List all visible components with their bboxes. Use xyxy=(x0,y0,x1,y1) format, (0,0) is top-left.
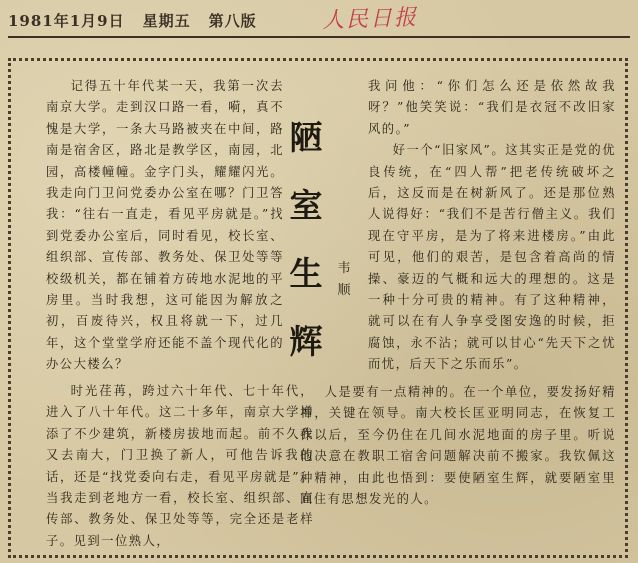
title-char: 生 xyxy=(289,254,323,293)
paragraph: 好一个“旧家风”。这其实正是党的优良传统，在“四人帮”把老传统破坏之后，这反而是在树新风了。还是那位熟人说得好：“我们不是苦行僧主义。我们现在守平房，是为了将来进楼房。”由此可见，他们的艰苦，是包含着高尚的情操、豪迈的气概和远大的理想的。这是一种十分可贵的精神。有了这种精神，就可以在有人争享受图安逸的时候，拒腐蚀，永不沾；就可以甘心“先天下之忧而忧，后天下之乐而乐”。 xyxy=(368,143,616,372)
article-title xyxy=(286,104,326,376)
masthead xyxy=(8,6,628,34)
issue-date: 1981年1月9日 xyxy=(8,11,125,30)
masthead-rule xyxy=(8,36,630,38)
article-author xyxy=(336,258,352,302)
title-char: 室 xyxy=(289,186,323,225)
page-number: 第八版 xyxy=(208,11,257,30)
article-column-4 xyxy=(300,382,616,510)
paragraph: 我问他：“你们怎么还是依然故我呀？”他笑笑说：“我们是衣冠不改旧家风的。” xyxy=(368,79,616,136)
handwritten-source-note: 人民日报 xyxy=(321,5,419,34)
author-char: 韦 xyxy=(337,261,351,276)
article-column-3 xyxy=(368,76,616,376)
title-char: 辉 xyxy=(289,322,323,361)
article-column-1 xyxy=(46,76,284,376)
title-char: 陋 xyxy=(289,118,323,157)
paragraph: 人是要有一点精神的。在一个单位，要发扬好精神，关键在领导。南大校长匡亚明同志，在恢复工作以后，至今仍住在几间水泥地面的房子里。听说他决意在教职工宿舍问题解决前不搬家。我钦佩这种精神，由此也悟到：要使陋室生辉，就要陋室里面住有思想发光的人。 xyxy=(300,385,616,507)
article-column-2 xyxy=(46,381,314,552)
paragraph: 记得五十年代某一天，我第一次去南京大学。走到汉口路一看，嗬，真不愧是大学，一条大马路被夹在中间，路南是宿舍区，路北是教学区，南园，北园，高楼幢幢。金字门头，耀耀闪光。我走向门卫问党委办公室在哪？门卫答我：“往右一直走，看见平房就是。”找到党委办公室后，同时看见，校长室、组织部、宣传部、教务处、保卫处等等校级机关，都在铺着方砖地水泥地的平房里。当时我想，这可能因为解放之初，百废待兴，权且将就一下，过几年，这个堂堂学府还能不盖个现代化的办公大楼么？ xyxy=(46,79,284,372)
author-char: 顺 xyxy=(337,283,351,298)
weekday: 星期五 xyxy=(142,11,191,30)
paragraph: 时光荏苒，跨过六十年代、七十年代，进入了八十年代。这二十多年，南京大学增添了不少建筑，新楼房拔地而起。前不久我又去南大，门卫换了新人，可他告诉我的话，还是“找党委向右走，看见平房就是”。当我走到老地方一看，校长室、组织部、宣传部、教务处、保卫处等等，完全还是老样子。见到一位熟人， xyxy=(46,384,314,548)
